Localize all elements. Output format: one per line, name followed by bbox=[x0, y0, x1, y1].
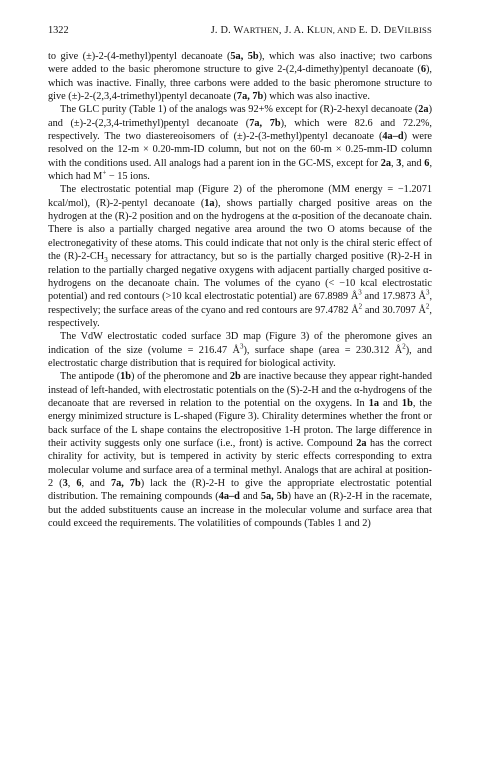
compound-label: 2a bbox=[356, 437, 367, 449]
body-paragraph bbox=[48, 183, 432, 330]
compound-label: 7a, 7b bbox=[249, 117, 281, 129]
compound-label: 5a, 5b bbox=[230, 51, 259, 62]
body-paragraph bbox=[48, 370, 432, 530]
compound-label: 1b bbox=[401, 397, 413, 409]
superscript: 3 bbox=[425, 288, 430, 297]
compound-label: 7a, 7b bbox=[236, 91, 264, 103]
compound-label: 1a bbox=[368, 397, 380, 409]
author-2: J. A. KLUN, AND bbox=[284, 25, 359, 36]
text-run: ) were resolved on the 12-m × 0.20-mm-ID column, but not on the 60-m × 0.25-mm-ID column with the conditions used. All analogs had a parent ion in the GC-MS, except for bbox=[48, 131, 432, 169]
text-run: ) have an (R)-2-H in the racemate, but the added substituents cause an increase in the molecular volume and surface area that could exceed the requirements. The volatilities of compounds (Tables 1 and 2) bbox=[48, 491, 433, 530]
author-3: E. D. DEVILBISS bbox=[358, 25, 432, 36]
compound-label: 4a–d bbox=[218, 491, 240, 503]
superscript: 3 bbox=[239, 342, 244, 351]
text-run: , respectively; the surface areas of the cyano and red contours are 97.4782 Å bbox=[48, 291, 433, 316]
text-run: The antipode ( bbox=[60, 371, 121, 383]
text-run: , the energy minimized structure is L-shaped (Figure 3). Chirality determines whether the front or back surface of the L shape contains the electropositive 1-H proton. The large difference in their activity suggests only one surface (i.e., front) is active. Compound bbox=[48, 397, 432, 449]
compound-label: 5a, 5b bbox=[260, 491, 288, 503]
text-run: The electrostatic potential map (Figure 2) of the pheromone (MM energy = −1.2071 kcal/mol), (R)-2-pentyl decanoate ( bbox=[48, 184, 432, 209]
text-run: , bbox=[67, 478, 77, 489]
subscript: 3 bbox=[104, 256, 108, 265]
text-run: to give (±)-2-(4-methyl)pentyl decanoate ( bbox=[48, 51, 231, 62]
body-text bbox=[48, 50, 432, 530]
compound-label: 1a bbox=[204, 197, 215, 209]
text-run: and bbox=[379, 397, 402, 409]
text-run: , bbox=[391, 157, 397, 169]
text-run: ), which was inactive. Finally, three carbons were added to the basic pheromone structure to give (±)-2-(2,3,4-trimethyl)pentyl decanoate ( bbox=[48, 64, 432, 103]
compound-label: 4a–d bbox=[382, 131, 404, 143]
text-run: The VdW electrostatic coded surface 3D map (Figure 3) of the pheromone gives an indication of the size (volume = 216.47 Å bbox=[48, 331, 432, 356]
compound-label: 7a, 7b bbox=[110, 478, 141, 489]
compound-label: 6 bbox=[420, 64, 426, 76]
body-paragraph bbox=[48, 103, 432, 183]
superscript: + bbox=[102, 168, 107, 177]
text-run: ) which was also inactive. bbox=[263, 91, 370, 103]
running-head-authors bbox=[211, 24, 432, 37]
journal-page bbox=[48, 24, 432, 724]
compound-label: 2b bbox=[229, 371, 241, 383]
superscript: 2 bbox=[402, 342, 406, 351]
text-run: are inactive because they appear right-handed instead of left-handed, with electrostatic potentials on the (S)-2-H and the α-hydrogens of the decanoate that are reversed in relation to the potential on the oxygens. In bbox=[48, 371, 432, 409]
text-run: , and bbox=[401, 157, 425, 169]
text-run: The GLC purity (Table 1) of the analogs was 92+% except for (R)-2-hexyl decanoate ( bbox=[60, 104, 419, 116]
author-1: J. D. WARTHEN, bbox=[210, 25, 285, 36]
compound-label: 2a bbox=[380, 157, 391, 169]
text-run: ), shows partially charged positive areas on the hydrogen at the (R)-2 position and on the hydrogens at the α-position of the decanoate chain. There is also a partially charged negative area around the two O atoms because of the electronegativity of these atoms. This could indicate that not only is the chiral steric effect of the (R)-2-CH bbox=[48, 197, 433, 263]
text-run: ) lack the (R)-2-H to give the appropriate electrostatic potential distribution. The remaining compounds ( bbox=[48, 478, 432, 503]
compound-label: 2a bbox=[418, 104, 429, 116]
compound-label: 6 bbox=[424, 157, 430, 169]
text-run: and 30.7097 Å bbox=[362, 304, 426, 316]
text-run: ) and (±)-2-(2,3,4-trimethyl)pentyl decanoate ( bbox=[48, 104, 432, 129]
page-number: 1322 bbox=[48, 25, 69, 36]
text-run: ), surface shape (area = 230.312 Å bbox=[243, 344, 403, 356]
text-run: and bbox=[239, 491, 261, 503]
compound-label: 6 bbox=[76, 478, 82, 489]
text-run: , respectively. bbox=[48, 304, 432, 329]
text-run: , and bbox=[81, 478, 111, 489]
body-paragraph bbox=[48, 330, 432, 370]
compound-label: 3 bbox=[396, 157, 402, 169]
text-run: necessary for attractancy, but so is the partially charged positive (R)-2-H in relation to the partially charged negative oxygens with adjacent partially charged positive α-hydrogens on the decanoate chain. The volumes of the cyano (< −10 kcal electrostatic potential) and red contours (>10 kcal electrostatic potential) are 67.8989 Å bbox=[48, 251, 432, 303]
superscript: 2 bbox=[425, 302, 430, 311]
text-run: , which had M bbox=[48, 157, 433, 183]
text-run: and 17.9873 Å bbox=[361, 291, 426, 303]
compound-label: 3 bbox=[62, 478, 68, 489]
text-run: ), which was also inactive; two carbons were added to the basic pheromone structure to give 2-(2,4-dimethy)pentyl decanoate ( bbox=[48, 51, 432, 76]
text-run: − 15 ions. bbox=[106, 171, 150, 183]
body-paragraph bbox=[48, 50, 432, 103]
compound-label: 1b bbox=[120, 371, 132, 383]
text-run: ), which were 82.6 and 72.2%, respectively. The two diastereoisomers of (±)-2-(3-methyl)pentyl decanoate ( bbox=[48, 117, 433, 143]
superscript: 2 bbox=[358, 302, 363, 311]
text-run: ) of the pheromone and bbox=[131, 371, 230, 383]
text-run: has the correct chirality for activity, but is tempered in activity by steric effects corresponding to extra molecular volume and surface area of a terminal methyl. Analogs that are achiral at position-2 ( bbox=[48, 437, 432, 489]
page-header bbox=[48, 24, 432, 38]
text-run: ), and electrostatic charge distribution that is required for biological activity. bbox=[48, 344, 432, 369]
superscript: 3 bbox=[358, 288, 362, 297]
